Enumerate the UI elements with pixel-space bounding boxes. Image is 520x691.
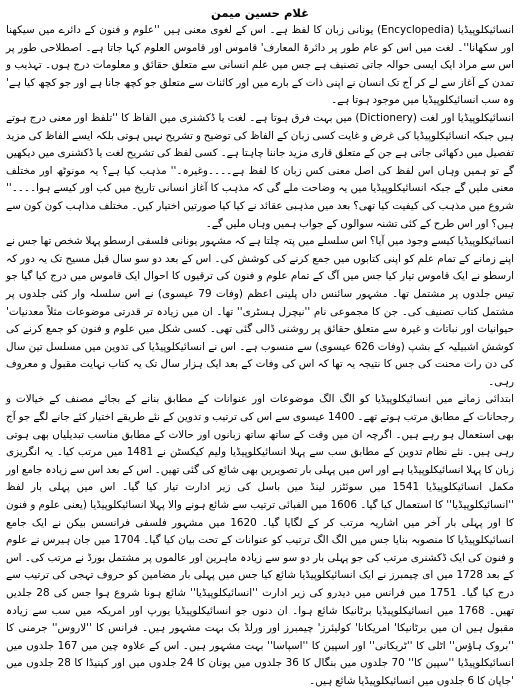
paragraph-history: ابتدائی زمانے میں انسائیکلوپیڈیا کو الگ الگ موضوعات اور عنوانات کے مطابق بنانے کے بجائے مصنف کے خیالات و رجحانات کے مطابق مرتب ہوتے تھے۔ 1400 عیسوی سے اس کی ترتیب و تدوین کے نئے طریقے اختیار کئے جانے لگے جو آج بھی استعمال ہو رہے ہیں۔ اگرچہ ان میں وقت کے ساتھ ساتھ زبانوں اور حالات کے مطابق مناسب تبدیلیاں بھی ہوتی رہی ہیں۔ نئے نظام تدوین کے مطابق سب سے پہلا انسائیکلوپیڈیا ولیم کیکسٹن نے 1481 میں مرتب کیا۔ یہ انگریزی زبان کا پہلا انسائیکلوپیڈیا ہے اور اس میں پہلی بار تصویریں بھی شائع کی گئی تھیں۔ اس کے بعد اس سے زیادہ جامع اور مکمل انسائیکلوپیڈیا 1541 میں سوئٹزر لینڈ میں باسل کی زیر ادارت تیار کیا گیا۔ اس میں پہلی بار لفظ ''انسائیکلوپیڈیا'' کا استعمال کیا گیا۔ 1606 میں الفبائی ترتیب سے شائع ہونے والا پہلا انسائیکلوپیڈیا (یعنی علوم و فنون کا اور پہلی بار آخر میں اشاریہ مرتب کر کے لگایا گیا۔ 1620 میں مشہور فلسفی فرانسس بیکن نے ایک جامع انسائیکلوپیڈیا کا منصوبہ بنایا جس میں الگ الگ ترتیب کو عنوانات کے تحت بیان کیا گیا۔ 1704 میں جان ہیرس نے علوم و فنون کی ایک ڈکشنری مرتب کی جو پہلی بار دو سو سے زیادہ ماہرین اور عالموں پر مشتمل بورڈ نے مرتب کی۔ اس کے بعد 1728 میں ای چیمبرز نے ایک انسائیکلوپیڈیا شائع کیا جس میں پہلی بار مضامین کو حروف تہجی کی ترتیب سے درج کیا گیا۔ 1751 میں فرانس میں دیدرو کی زیر ادارت ''انسائیکلوپیڈیا'' شائع ہونا شروع ہوا جس کی 28 جلدیں تھیں۔ 1768 میں انسائیکلوپیڈیا برٹانیکا شائع ہوا۔ ان دنوں جو انسائیکلوپیڈیا یورپ اور امریکہ میں سب سے زیادہ مقبول ہیں ان میں برٹانیکا' امریکانا' کولیئرز' چیمبرز اور ورلڈ بک بہت مشہور ہیں۔ فرانس کا ''لاروس'' جرمنی کا ''بروک ہاؤس'' اٹلی کا ''ٹریکانی'' اور اسپین کا ''اسپاسا'' بہت مشہور ہیں۔ اس کے علاوہ چین میں 167 جلدوں میں انسائیکلوپیڈیا ''سپین کا'' 70 جلدوں میں بنگال کا 36 جلدوں میں یونان کا 24 جلدوں میں اور کینیڈا کا 28 جلدوں میں 'جاپان کا 6 جلدوں میں انسائیکلوپیڈیا شائع ہیں۔ [6,393,515,687]
paragraph-origin: انسائیکلوپیڈیا کیسے وجود میں آیا؟ اس سلسلے میں پتہ چلتا ہے کہ مشہور یونانی فلسفی ارسطو پہلا شخص تھا جس نے اپنے زمانے کے تمام علم کو اپنی کتابوں میں جمع کرنے کی کوشش کی۔ اس کے بعد دو سو سال قبل مسیح تک یہ دور کہ ارسطو نے ایک قاموس تیار کیا جس میں آگ کے تمام علوم و فنون کی ترقیوں کا احوال ایک قاموس میں درج کیا گیا جو تیس جلدوں پر مشتمل تھا۔ مشہور سائنس داں پلینی اعظم (وفات 79 عیسوی) نے اس سلسلہ وار کئی جلدوں پر مشتمل کتاب تصنیف کی۔ جن کا مجموعی نام ''نیچرل ہسٹری'' تھا۔ ان میں زیادہ تر قدرتی موضوعات مثلاً معدنیات' حیوانیات اور نباتات و غیرہ سے متعلق حقائق پر روشنی ڈالی گئی تھی۔ کسی شکل میں علوم و فنون کو جمع کرنے کی کوشش اشبیلیہ کے بشپ (وفات 626 عیسوی) سے منسوب ہے۔ اس نے انسائیکلوپیڈیا کی تدوین میں مسلسل تین سال کی دن رات محنت کی جس کا نتیجہ یہ تھا کہ اس کی وفات کے بعد ایک ہزار سال تک یہ کتاب نہایت مقبول و معروف رہی۔ [6,235,515,388]
paragraph-dictionary-difference: انسائیکلوپیڈیا اور لغت (Dictionery) میں بہت فرق ہوتا ہے۔ لغت یا ڈکشنری میں الفاظ کا ''تلفظ اور معنی درج ہوتے ہیں جبکہ انسائیکلوپیڈیا کی غرض و غایت کسی زبان کے الفاظ کی توضیح و تشریح نہیں ہوتی بلکہ ایسے الفاظ کی مزید تفصیل میں دکھائی جاتی ہے جن کے متعلق قاری مزید جاننا چاہتا ہے۔ کسی لفظ کی تشریح لغت یا ڈکشنری میں دیکھیں گے تو ہمیں وہاں اس لفظ کی اصل معنی کس زبان کا لفظ ہے۔۔۔۔وغیرہ۔'' مذہب کیا ہے؟ یہ مونوٹھ اور مختلف معنی ملیں گے جبکہ انسائیکلوپیڈیا میں یہ وضاحت ملے گی کہ مذہب کا آغاز انسانی تاریخ میں کب اور کیسے ہوا۔۔۔۔'' شروع میں مذہب کی کیفیت کیا تھی؟ بعد میں مذہبی عقائد نے کیا کیا صورتیں اختیار کیں۔ مختلف مذاہب کون کون سے ہیں؟ اور اس طرح کے کئی تشنہ سوالوں کے جواب ہمیں وہاں ملیں گے۔ [6,111,515,230]
author-name: غلام حسین میمن [211,6,309,20]
paragraph-definition: انسائیکلوپیڈیا (Encyclopedia) یونانی زبان کا لفظ ہے۔ اس کے لغوی معنی ہیں ''علوم و فنون کے دائرے میں سیکھنا اور سکھانا''۔ لغت میں اس کو عام طور پر دائرۃ المعارف' قاموس اور قاموس العلوم کہا جاتا ہے۔ اصطلاحی طور پر اس سے مراد ایک ایسی حوالہ جاتی تصنیف ہے جس میں علم انسانی سے متعلق حقائق و معلومات درج ہوں۔ تہذیب و تمدن کے آغاز سے لے کر آج تک انسان نے اپنی ذات کے بارے میں اور کائنات سے متعلق جو کچھ جانا ہے اور جو کچھ کیا ہے' وہ سب انسائیکلوپیڈیا میں موجود ہوتا ہے۔ [6,24,514,107]
